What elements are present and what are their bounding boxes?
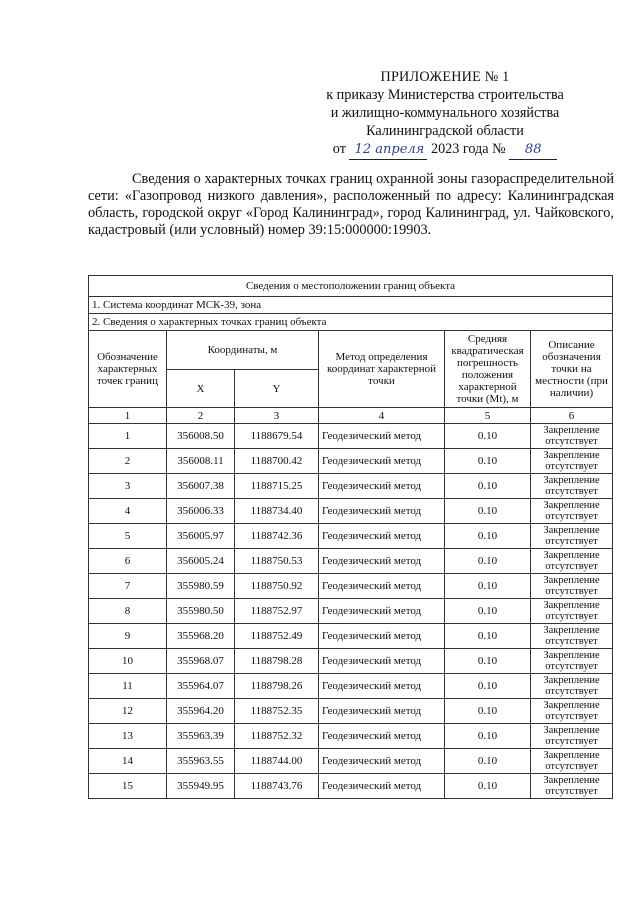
column-number: 4 [319,408,445,424]
error-cell: 0.10 [445,524,531,549]
point-number-cell: 4 [89,499,167,524]
error-cell: 0.10 [445,649,531,674]
description-cell: Закрепление отсутствует [531,749,613,774]
appendix-line-1: к приказу Министерства строительства [326,87,564,103]
point-number-cell: 2 [89,449,167,474]
header-description: Описание обозначения точки на местности (при наличии) [531,331,613,408]
x-coordinate-cell: 356007.38 [167,474,235,499]
table-row [89,724,613,749]
method-cell: Геодезический метод [319,524,445,549]
appendix-line-3: Калининградской области [366,123,524,139]
point-number-cell: 14 [89,749,167,774]
x-coordinate-cell: 356005.97 [167,524,235,549]
y-coordinate-cell: 1188743.76 [235,774,319,799]
description-cell: Закрепление отсутствует [531,424,613,449]
table-row [89,474,613,499]
point-number-cell: 15 [89,774,167,799]
table-row [89,749,613,774]
order-date-line [300,140,590,160]
table-row [89,449,613,474]
x-coordinate-cell: 356008.50 [167,424,235,449]
description-cell: Закрепление отсутствует [531,499,613,524]
point-number-cell: 7 [89,574,167,599]
handwritten-date: 12 апреля [349,141,427,160]
date-prefix: от [332,141,346,157]
method-cell: Геодезический метод [319,474,445,499]
error-cell: 0.10 [445,599,531,624]
table-title: Сведения о местоположении границ объекта [89,276,613,297]
x-coordinate-cell: 355968.07 [167,649,235,674]
y-coordinate-cell: 1188679.54 [235,424,319,449]
point-number-cell: 5 [89,524,167,549]
error-cell: 0.10 [445,749,531,774]
method-cell: Геодезический метод [319,574,445,599]
x-coordinate-cell: 355963.55 [167,749,235,774]
error-cell: 0.10 [445,624,531,649]
handwritten-order-number: 88 [509,141,557,160]
method-cell: Геодезический метод [319,749,445,774]
appendix-header [300,68,590,160]
point-number-cell: 3 [89,474,167,499]
method-cell: Геодезический метод [319,499,445,524]
point-number-cell: 1 [89,424,167,449]
description-cell: Закрепление отсутствует [531,699,613,724]
column-number: 5 [445,408,531,424]
point-number-cell: 12 [89,699,167,724]
x-coordinate-cell: 355963.39 [167,724,235,749]
table-row [89,599,613,624]
points-section-row: 2. Сведения о характерных точках границ объекта [89,314,613,331]
point-number-cell: 8 [89,599,167,624]
table-row [89,624,613,649]
method-cell: Геодезический метод [319,624,445,649]
y-coordinate-cell: 1188798.28 [235,649,319,674]
y-coordinate-cell: 1188752.35 [235,699,319,724]
method-cell: Геодезический метод [319,774,445,799]
table-row [89,424,613,449]
error-cell: 0.10 [445,699,531,724]
y-coordinate-cell: 1188798.26 [235,674,319,699]
method-cell: Геодезический метод [319,724,445,749]
description-cell: Закрепление отсутствует [531,649,613,674]
method-cell: Геодезический метод [319,599,445,624]
point-number-cell: 10 [89,649,167,674]
table-row [89,549,613,574]
description-cell: Закрепление отсутствует [531,599,613,624]
error-cell: 0.10 [445,449,531,474]
y-coordinate-cell: 1188750.92 [235,574,319,599]
description-cell: Закрепление отсутствует [531,524,613,549]
table-row [89,574,613,599]
y-coordinate-cell: 1188750.53 [235,549,319,574]
table-row [89,674,613,699]
x-coordinate-cell: 355964.07 [167,674,235,699]
description-cell: Закрепление отсутствует [531,724,613,749]
y-coordinate-cell: 1188752.32 [235,724,319,749]
table-row [89,774,613,799]
x-coordinate-cell: 356006.33 [167,499,235,524]
column-number: 1 [89,408,167,424]
point-number-cell: 13 [89,724,167,749]
intro-paragraph: Сведения о характерных точках границ охранной зоны газораспределительной сети: «Газопровод низкого давления», расположенный по адресу: Калининградская область, городской округ «Город Калининград», город Калининград, ул. Чайковского, кадастровый (или условный) номер 39:15:000000:19903. [88,171,614,238]
error-cell: 0.10 [445,424,531,449]
description-cell: Закрепление отсутствует [531,549,613,574]
method-cell: Геодезический метод [319,549,445,574]
table-row [89,524,613,549]
error-cell: 0.10 [445,774,531,799]
y-coordinate-cell: 1188742.36 [235,524,319,549]
point-number-cell: 6 [89,549,167,574]
description-cell: Закрепление отсутствует [531,574,613,599]
table-row [89,499,613,524]
y-coordinate-cell: 1188752.49 [235,624,319,649]
table-row [89,649,613,674]
y-coordinate-cell: 1188734.40 [235,499,319,524]
y-coordinate-cell: 1188752.97 [235,599,319,624]
error-cell: 0.10 [445,474,531,499]
method-cell: Геодезический метод [319,699,445,724]
error-cell: 0.10 [445,724,531,749]
column-number: 6 [531,408,613,424]
description-cell: Закрепление отсутствует [531,674,613,699]
x-coordinate-cell: 355968.20 [167,624,235,649]
x-coordinate-cell: 355964.20 [167,699,235,724]
error-cell: 0.10 [445,674,531,699]
description-cell: Закрепление отсутствует [531,474,613,499]
x-coordinate-cell: 356008.11 [167,449,235,474]
description-cell: Закрепление отсутствует [531,624,613,649]
coordinate-system-row: 1. Система координат МСК-39, зона [89,297,613,314]
method-cell: Геодезический метод [319,449,445,474]
description-cell: Закрепление отсутствует [531,449,613,474]
table-row [89,699,613,724]
column-number: 3 [235,408,319,424]
error-cell: 0.10 [445,499,531,524]
header-y: Y [235,370,319,408]
x-coordinate-cell: 355980.59 [167,574,235,599]
point-number-cell: 11 [89,674,167,699]
method-cell: Геодезический метод [319,674,445,699]
method-cell: Геодезический метод [319,424,445,449]
column-number: 2 [167,408,235,424]
y-coordinate-cell: 1188700.42 [235,449,319,474]
header-coordinates: Координаты, м [167,331,319,370]
x-coordinate-cell: 355949.95 [167,774,235,799]
point-number-cell: 9 [89,624,167,649]
x-coordinate-cell: 356005.24 [167,549,235,574]
y-coordinate-cell: 1188744.00 [235,749,319,774]
header-point-designation: Обозначение характерных точек границ [89,331,167,408]
boundary-points-table [88,275,613,799]
year-text: 2023 года № [430,141,506,157]
error-cell: 0.10 [445,574,531,599]
method-cell: Геодезический метод [319,649,445,674]
header-x: X [167,370,235,408]
header-error: Средняя квадратическая погрешность положения характерной точки (Mt), м [445,331,531,408]
x-coordinate-cell: 355980.50 [167,599,235,624]
appendix-line-2: и жилищно-коммунального хозяйства [330,105,560,121]
description-cell: Закрепление отсутствует [531,774,613,799]
y-coordinate-cell: 1188715.25 [235,474,319,499]
error-cell: 0.10 [445,549,531,574]
appendix-title: ПРИЛОЖЕНИЕ № 1 [380,69,510,85]
header-method: Метод определения координат характерной точки [319,331,445,408]
